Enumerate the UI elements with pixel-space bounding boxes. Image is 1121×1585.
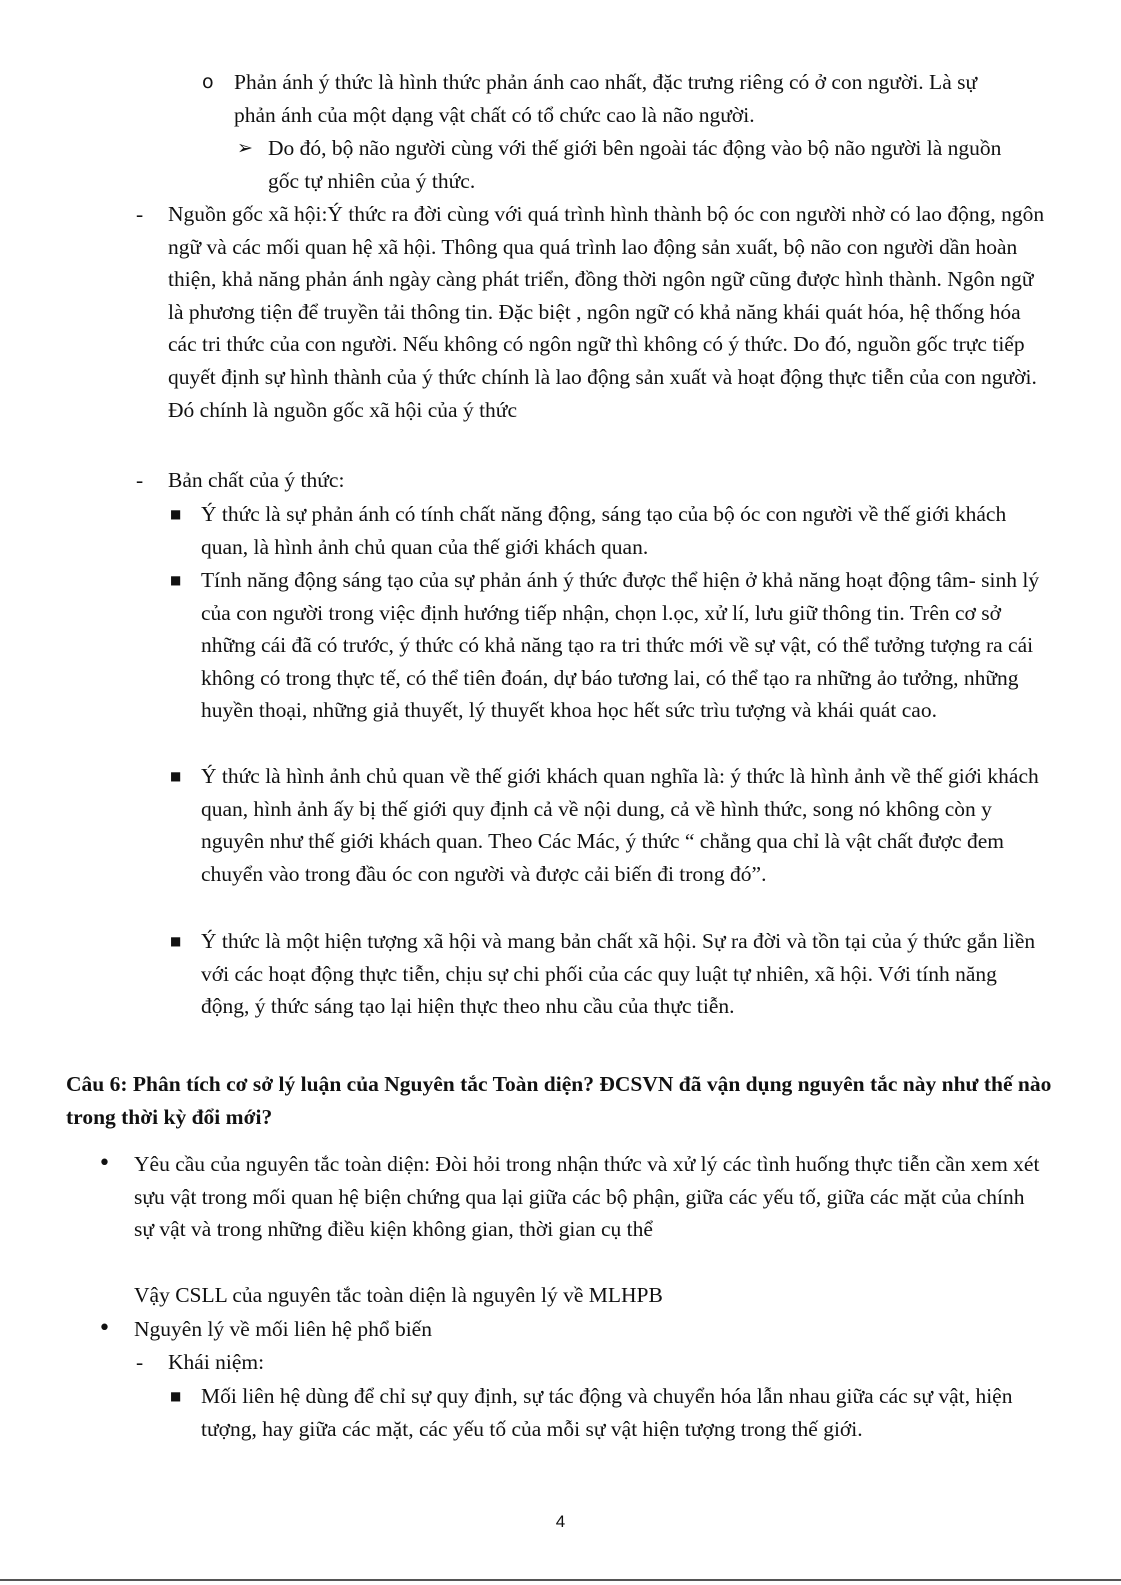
paragraph-natural-origin: Do đó, bộ não người cùng với thế giới bên ngoài tác động vào bộ não người là nguồn gốc tự nhiên của ý thức. [268,136,1002,193]
question-6-heading: Câu 6: Phân tích cơ sở lý luận của Nguyên tắc Toàn diện? ĐCSVN đã vận dụng nguyên tắc này như thế nào trong thời kỳ đổi mới? [66,1072,1052,1129]
dot-bullet-icon: • [98,1151,111,1176]
dash-bullet-icon: - [136,202,144,226]
dash-bullet-icon: - [136,468,144,492]
square-bullet-icon: ■ [170,1389,182,1403]
paragraph-essence-subjective: Ý thức là hình ảnh chủ quan về thế giới khách quan nghĩa là: ý thức là hình ảnh về thế giới khách quan, hình ảnh ấy bị thế giới quy định cả về nội dung, cả về hình thức, song nó không còn y nguyên như thế giới khách quan. Theo Các Mác, ý thức “ chẳng qua chỉ là vật chất được đem chuyển vào trong đầu óc con người và được cải biến đi trong đó”. [201,764,1039,886]
paragraph-universal-connection: Nguyên lý về mối liên hệ phổ biến [134,1317,432,1341]
paragraph-cssl-conclusion: Vậy CSLL của nguyên tắc toàn diện là nguyên lý về MLHPB [134,1283,663,1307]
paragraph-social-origin: Nguồn gốc xã hội:Ý thức ra đời cùng với quá trình hình thành bộ óc con người nhờ có lao động, ngôn ngữ và các mối quan hệ xã hội. Thông qua quá trình lao động sản xuất, bộ não con người dần hoàn thiện, khả năng phản ánh ngày càng phát triển, đồng thời ngôn ngữ cũng được hình thành. Ngôn ngữ là phương tiện để truyền tải thông tin. Đặc biệt , ngôn ngữ có khả năng khái quát hóa, hệ thống hóa các tri thức của con người. Nếu không có ngôn ngữ thì không có ý thức. Do đó, nguồn gốc trực tiếp quyết định sự hình thành của ý thức chính là lao động sản xuất và hoạt động thực tiễn của con người. Đó chính là nguồn gốc xã hội của ý thức [168,202,1045,422]
paragraph-connection-definition: Mối liên hệ dùng để chỉ sự quy định, sự tác động và chuyển hóa lẫn nhau giữa các sự vật, hiện tượng, hay giữa các mặt, các yếu tố của mỗi sự vật hiện tượng trong thế giới. [201,1384,1013,1441]
dot-bullet-icon: • [98,1316,111,1341]
bottom-divider [0,1579,1121,1581]
circle-bullet-icon: o [202,71,214,93]
paragraph-comprehensive-requirement: Yêu cầu của nguyên tắc toàn diện: Đòi hỏi trong nhận thức và xử lý các tình huống thực tiễn cần xem xét sựu vật trong mối quan hệ biện chứng qua lại giữa các bộ phận, giữa các yếu tố, giữa các mặt của chính sự vật và trong những điều kiện không gian, thời gian cụ thể [134,1152,1040,1242]
square-bullet-icon: ■ [170,573,182,587]
dash-bullet-icon: - [136,1350,144,1374]
paragraph-essence-creative: Tính năng động sáng tạo của sự phản ánh ý thức được thể hiện ở khả năng hoạt động tâm- sinh lý của con người trong việc định hướng tiếp nhận, chọn l.ọc, xử lí, lưu giữ thông tin. Trên cơ sở những cái đã có trước, ý thức có khả năng tạo ra tri thức mới về sự vật, có thể tưởng tượng ra cái không có trong thực tế, có thể tiên đoán, dự báo tương lai, có thể tạo ra những ảo tưởng, những huyền thoại, những giả thuyết, lý thuyết khoa học hết sức trìu tượng và khái quát cao. [201,568,1040,723]
page-number: 4 [555,1512,566,1531]
arrow-bullet-icon: ➢ [237,137,253,159]
paragraph-concept-label: Khái niệm: [168,1350,265,1374]
paragraph-essence-social: Ý thức là một hiện tượng xã hội và mang bản chất xã hội. Sự ra đời và tồn tại của ý thức gắn liền với các hoạt động thực tiễn, chịu sự chi phối của các quy luật tự nhiên, xã hội. Với tính năng động, ý thức sáng tạo lại hiện thực theo nhu cầu của thực tiễn. [201,929,1036,1019]
paragraph-essence-dynamic: Ý thức là sự phản ánh có tính chất năng động, sáng tạo của bộ óc con người về thế giới khách quan, là hình ảnh chủ quan của thế giới khách quan. [201,502,1007,559]
square-bullet-icon: ■ [170,507,182,521]
paragraph-essence-heading: Bản chất của ý thức: [168,468,345,492]
paragraph-consciousness-reflection: Phản ánh ý thức là hình thức phản ánh cao nhất, đặc trưng riêng có ở con người. Là sự phản ánh của một dạng vật chất có tổ chức cao là não người. [234,70,978,127]
square-bullet-icon: ■ [170,769,182,783]
square-bullet-icon: ■ [170,934,182,948]
